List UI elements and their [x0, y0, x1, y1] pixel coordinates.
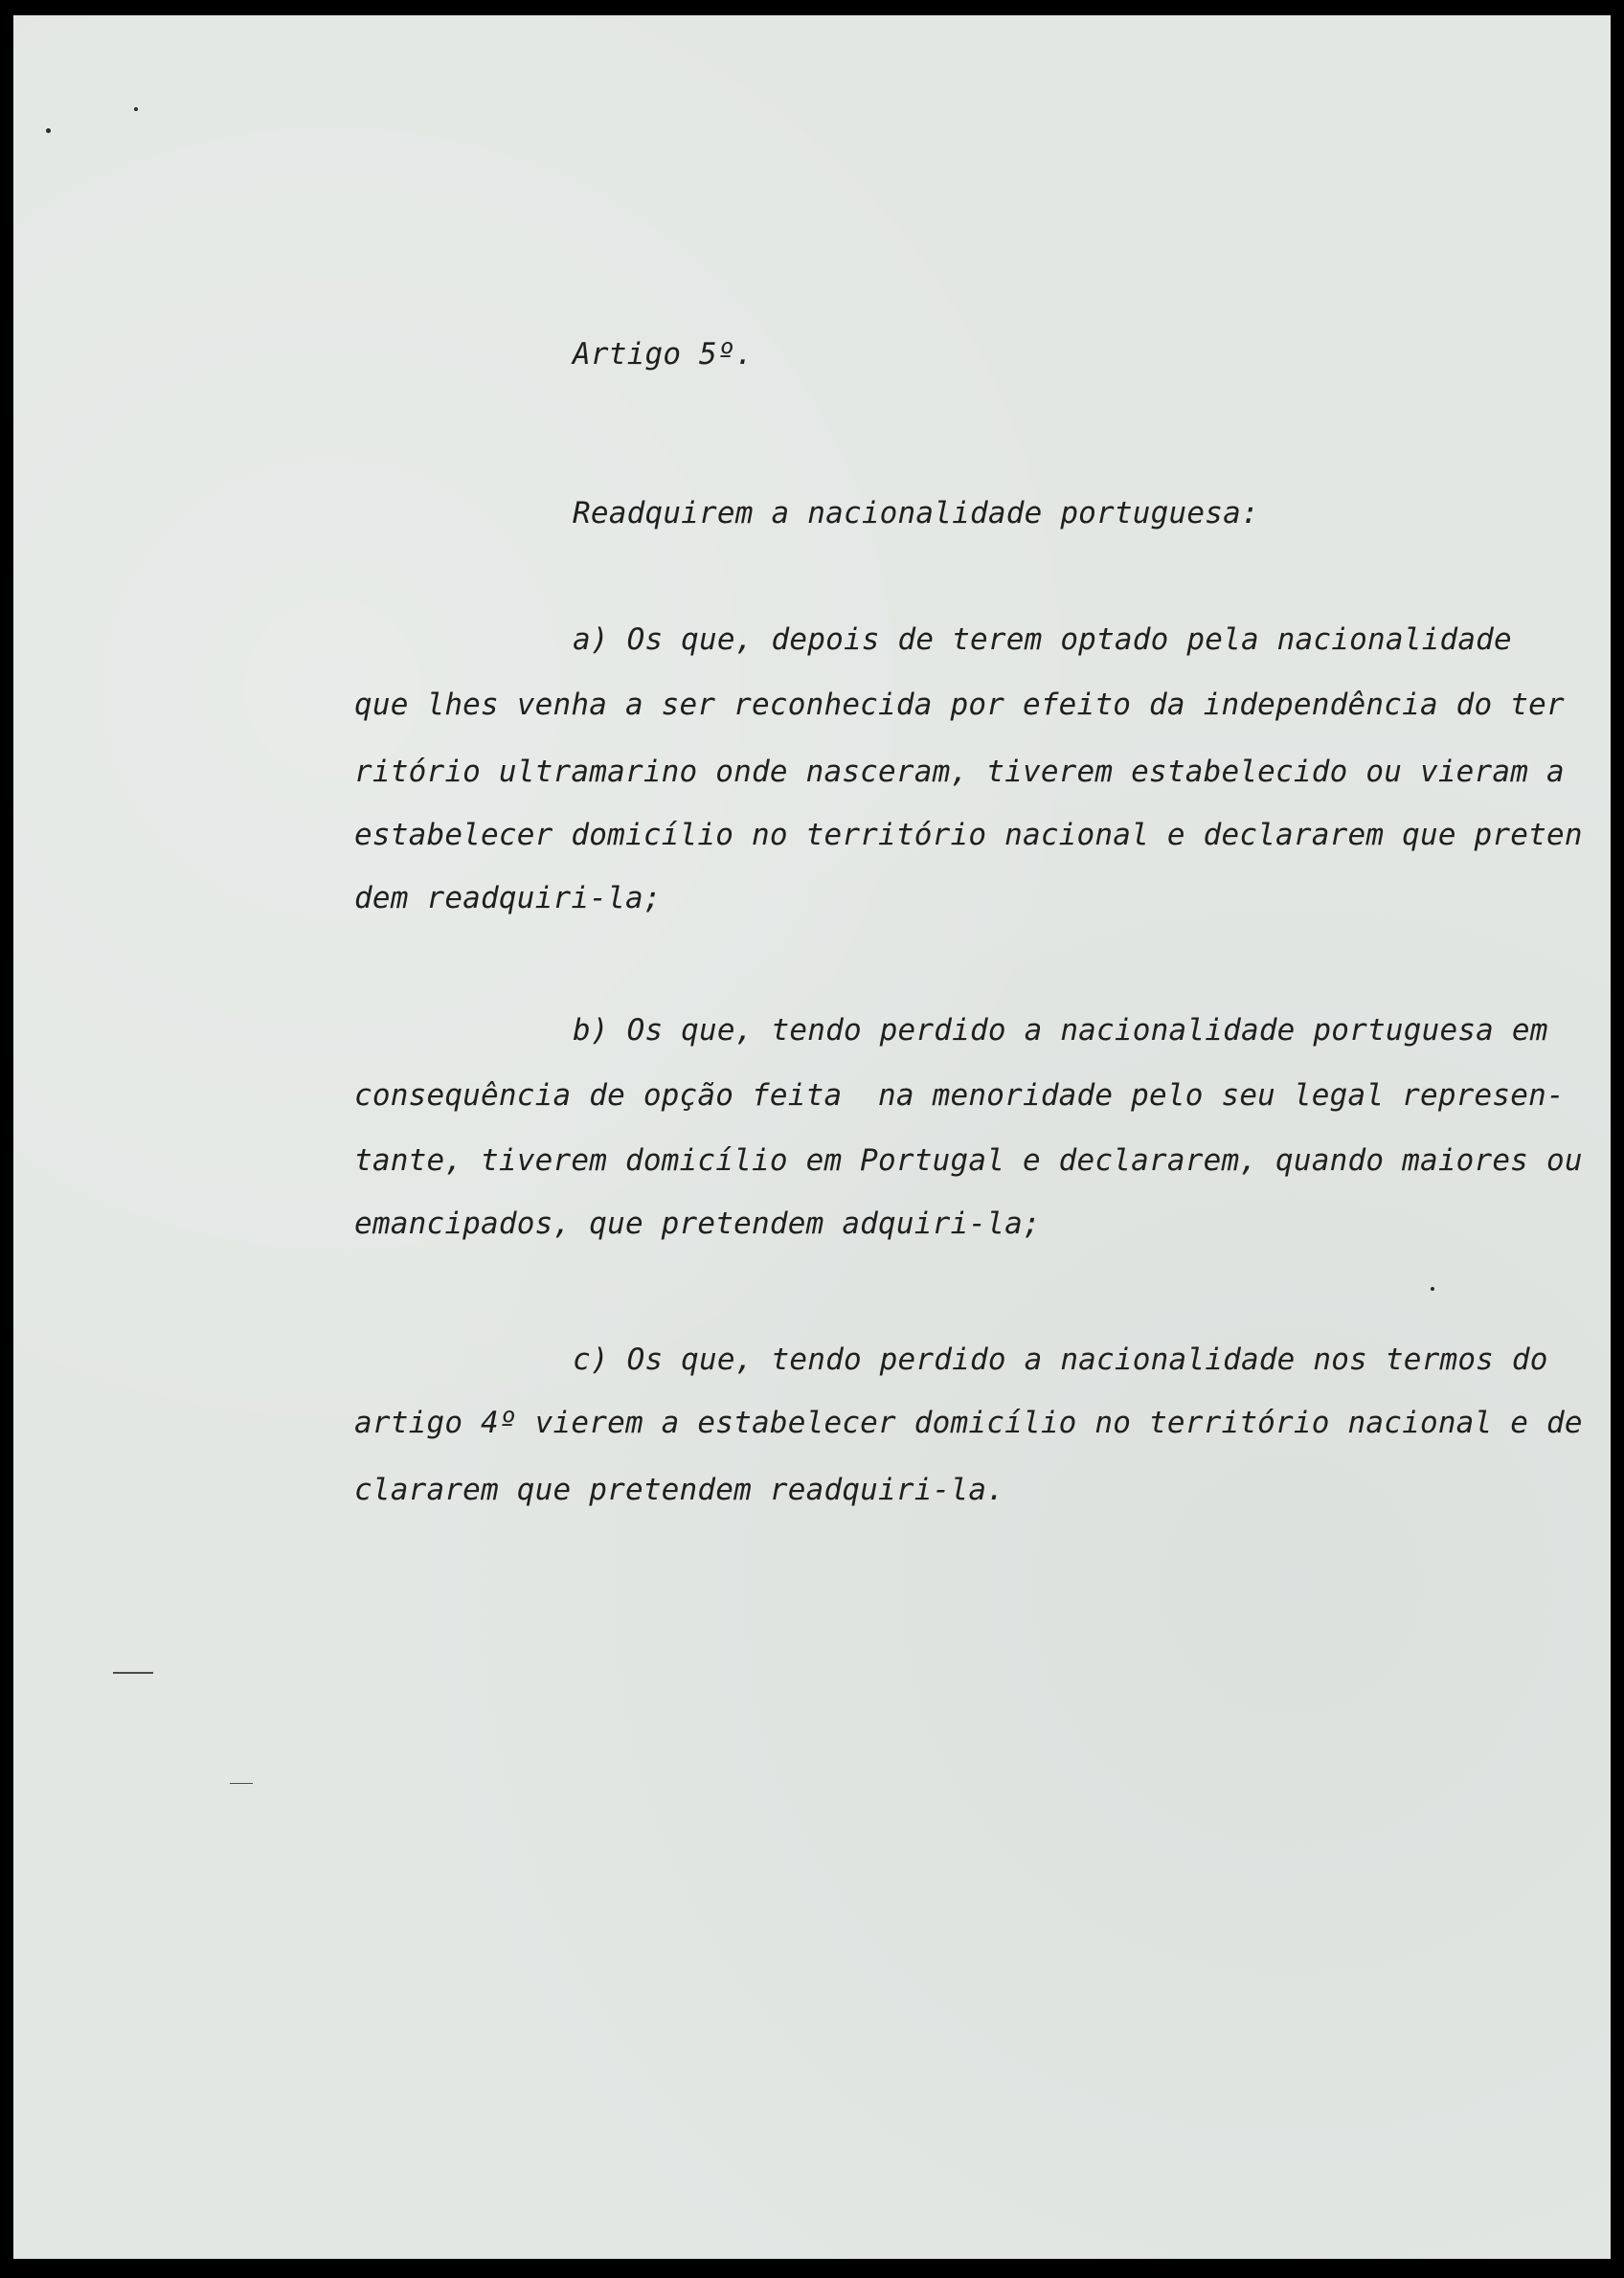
clause-b-line: tante, tiverem domicílio em Portugal e declararem, quando maiores ou	[354, 1143, 1583, 1178]
scan-dash	[113, 1672, 153, 1674]
clause-c-line: artigo 4º vierem a estabelecer domicílio no território nacional e de	[354, 1406, 1583, 1440]
clause-c-line: clararem que pretendem readquiri-la.	[354, 1473, 1005, 1507]
clause-b-line: b) Os que, tendo perdido a nacionalidade portuguesa em	[573, 1013, 1548, 1048]
clause-a-line: a) Os que, depois de terem optado pela nacionalidade	[573, 622, 1512, 657]
clause-a-line: dem readquiri-la;	[354, 881, 662, 915]
article-intro: Readquirem a nacionalidade portuguesa:	[573, 496, 1259, 530]
scan-speck	[1431, 1287, 1434, 1291]
clause-b-line: consequência de opção feita na menoridade pelo seu legal represen-	[354, 1078, 1565, 1113]
clause-a-line: estabelecer domicílio no território nacional e declararem que preten	[354, 818, 1583, 852]
scan-dash	[230, 1783, 253, 1784]
clause-a-line: ritório ultramarino onde nasceram, tiverem estabelecido ou vieram a	[354, 755, 1565, 789]
clause-b-line: emancipados, que pretendem adquiri-la;	[354, 1207, 1041, 1241]
clause-a-line: que lhes venha a ser reconhecida por efeito da independência do ter	[354, 688, 1565, 722]
scan-speck	[134, 107, 138, 111]
document-page	[13, 15, 1611, 2259]
scan-speck	[46, 128, 51, 133]
article-heading: Artigo 5º.	[573, 337, 754, 372]
clause-c-line: c) Os que, tendo perdido a nacionalidade nos termos do	[573, 1342, 1548, 1377]
